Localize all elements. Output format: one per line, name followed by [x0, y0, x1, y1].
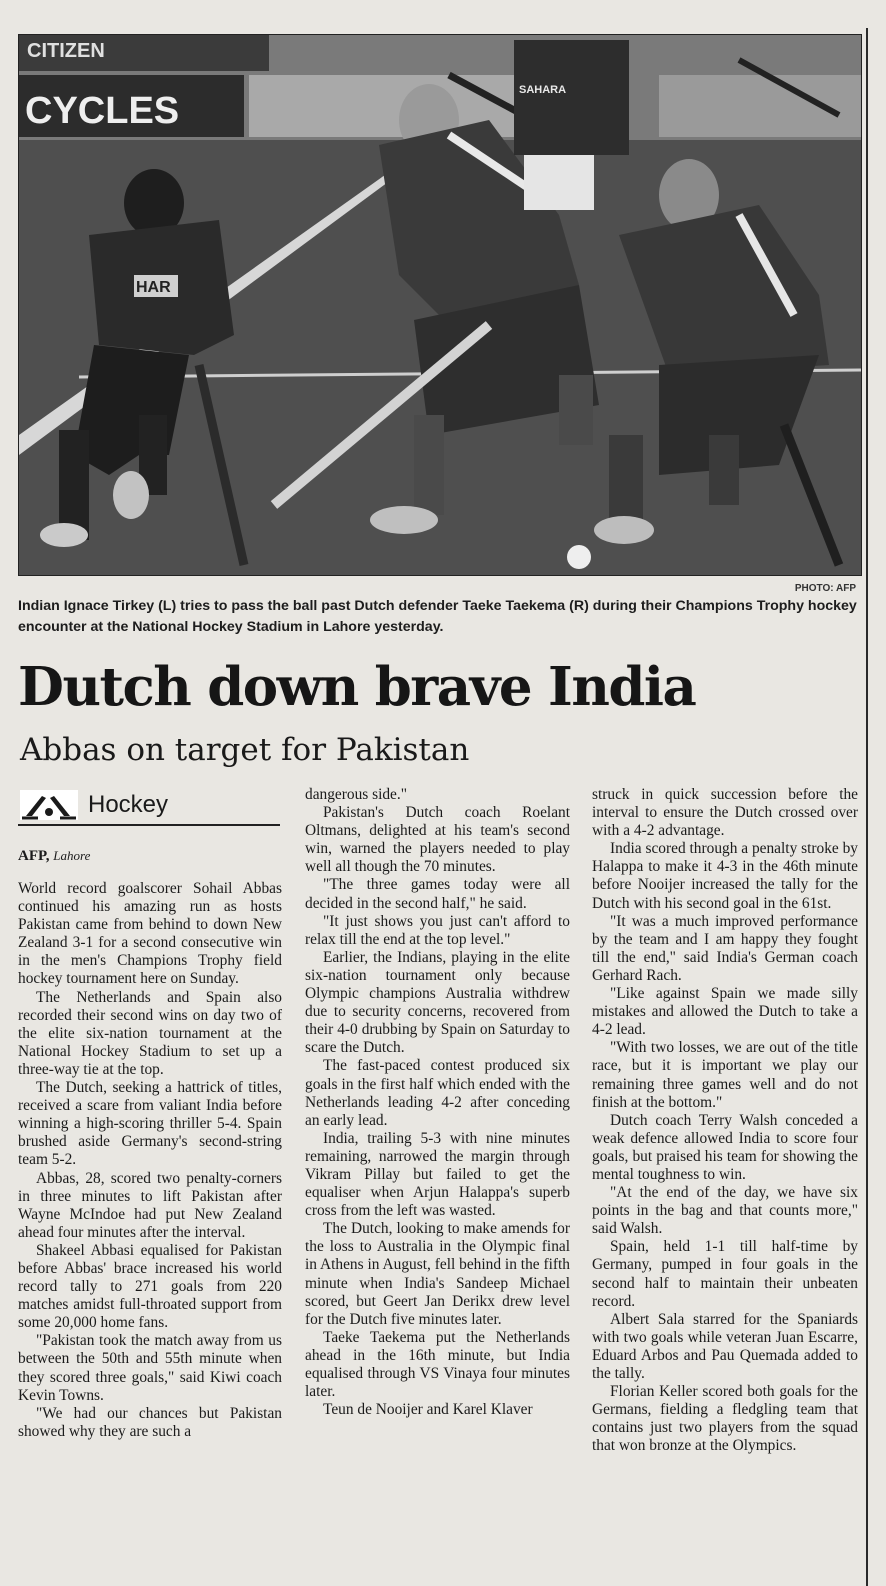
paragraph: Earlier, the Indians, playing in the elite six-nation tournament only because Olympic champions Australia withdrew due to security concerns, recovered from their 4-0 drubbing by Spain on Saturday to scare the Dutch. — [305, 948, 570, 1057]
headline: Dutch down brave India — [18, 656, 696, 718]
paragraph: Florian Keller scored both goals for the Germans, fielding a fledgling team that contains just two players from the squad that won bronze at the Olympics. — [592, 1383, 858, 1455]
section-label: Hockey — [88, 791, 169, 818]
article-column-3 — [592, 786, 858, 1455]
hockey-photo-illustration — [19, 35, 861, 575]
paragraph: Teun de Nooijer and Karel Klaver — [323, 1401, 533, 1419]
paragraph: Abbas, 28, scored two penalty-corners in three minutes to lift Pakistan after Wayne McIndoe had put New Zealand ahead four minutes after the interval. — [18, 1169, 282, 1241]
article-column-2 — [305, 786, 570, 1419]
section-rule — [18, 824, 280, 826]
paragraph: India scored through a penalty stroke by Halappa to make it 4-3 in the 46th minute before Nooijer increased the tally for the Dutch with his second goal in the 61st. — [592, 840, 858, 912]
hockey-sticks-icon — [20, 790, 78, 820]
paragraph: The Netherlands and Spain also recorded their second wins on day two of the elite six-nation tournament at the National Hockey Stadium to set up a three-way tie at the top. — [18, 988, 282, 1078]
paragraph: Albert Sala starred for the Spaniards with two goals while veteran Juan Escarre, Eduard Arbos and Pau Quemada added to the tally. — [592, 1310, 858, 1382]
hockey-photo — [18, 34, 862, 576]
paragraph: struck in quick succession before the interval to ensure the Dutch crossed over with a 4-2 advantage. — [592, 786, 858, 840]
photo-credit: PHOTO: AFP — [794, 583, 856, 594]
paragraph: "The three games today were all decided in the second half," he said. — [305, 876, 570, 912]
subheadline: Abbas on target for Pakistan — [20, 732, 470, 768]
paragraph: "It was a much improved performance by the team and I am happy they fought till the end," said India's German coach Gerhard Rach. — [592, 912, 858, 984]
paragraph: The Dutch, seeking a hattrick of titles, received a scare from valiant India before winning a high-scoring thriller 5-4. Spain brushed aside Germany's second-string team 5-2. — [18, 1079, 282, 1169]
paragraph: Taeke Taekema put the Netherlands ahead in the 16th minute, but India equalised through VS Vinaya four minutes later. — [305, 1328, 570, 1401]
paragraph: Dutch coach Terry Walsh conceded a weak defence allowed India to score four goals, but praised his team for showing the mental toughness to win. — [592, 1111, 858, 1183]
paragraph: Spain, held 1-1 till half-time by Germany, pumped in four goals in the second half to maintain their unbeaten record. — [592, 1238, 858, 1310]
section-tag — [18, 788, 280, 828]
paragraph: "At the end of the day, we have six points in the bag and that counts more," said Walsh. — [592, 1184, 858, 1238]
paragraph: "It just shows you just can't afford to relax till the end at the top level." — [305, 912, 570, 948]
paragraph: The Dutch, looking to make amends for the loss to Australia in the Olympic final in Athens in August, fell behind in the fifth minute when India's Sandeep Michael scored, but Geert Jan Derikx drew level for the Dutch five minutes later. — [305, 1220, 570, 1328]
banner-cycles: CYCLES — [25, 90, 180, 132]
dateline — [18, 848, 90, 865]
paragraph: The fast-paced contest produced six goals in the first half which ended with the Netherlands leading 4-2 after conceding an early lead. — [305, 1057, 570, 1129]
banner-sahara: SAHARA — [519, 84, 567, 96]
paragraph: Shakeel Abbasi equalised for Pakistan before Abbas' brace increased his world record tally to 271 goals from 220 matches amidst full-throated support from some 20,000 home fans. — [18, 1241, 282, 1332]
paragraph: "With two losses, we are out of the title race, but it is important we play our remaining three games well and do not finish at the bottom." — [592, 1039, 858, 1111]
paragraph: India, trailing 5-3 with nine minutes remaining, narrowed the margin through Vikram Pillay but failed to get the equaliser when Arjun Halappa's superb cross from the left was wasted. — [305, 1129, 570, 1220]
photo-caption: Indian Ignace Tirkey (L) tries to pass the ball past Dutch defender Taeke Taekema (R) during their Champions Trophy hockey encounter at the National Hockey Stadium in Lahore yesterday. — [18, 598, 857, 635]
paragraph: dangerous side." — [305, 786, 408, 803]
paragraph: World record goalscorer Sohail Abbas continued his amazing run as hosts Pakistan came from behind to down New Zealand 3-1 for a second consecutive win in the men's Champions Trophy field hockey tournament here on Sunday. — [18, 880, 282, 988]
dateline-place: Lahore — [53, 848, 91, 863]
jersey-text: HAR — [136, 279, 171, 296]
paragraph: "Like against Spain we made silly mistakes and allowed the Dutch to take a 4-2 lead. — [592, 985, 858, 1039]
dateline-agency: AFP, — [18, 848, 50, 864]
paragraph: "We had our chances but Pakistan showed why they are such a — [18, 1404, 282, 1440]
column-rule — [866, 28, 868, 1586]
banner-citizen: CITIZEN — [27, 40, 105, 62]
article-column-1 — [18, 880, 282, 1441]
paragraph: "Pakistan took the match away from us between the 50th and 55th minute when they scored three goals," said Kiwi coach Kevin Towns. — [18, 1332, 282, 1404]
paragraph: Pakistan's Dutch coach Roelant Oltmans, delighted at his team's second win, warned the players needed to play well all though the 70 minutes. — [305, 804, 570, 876]
